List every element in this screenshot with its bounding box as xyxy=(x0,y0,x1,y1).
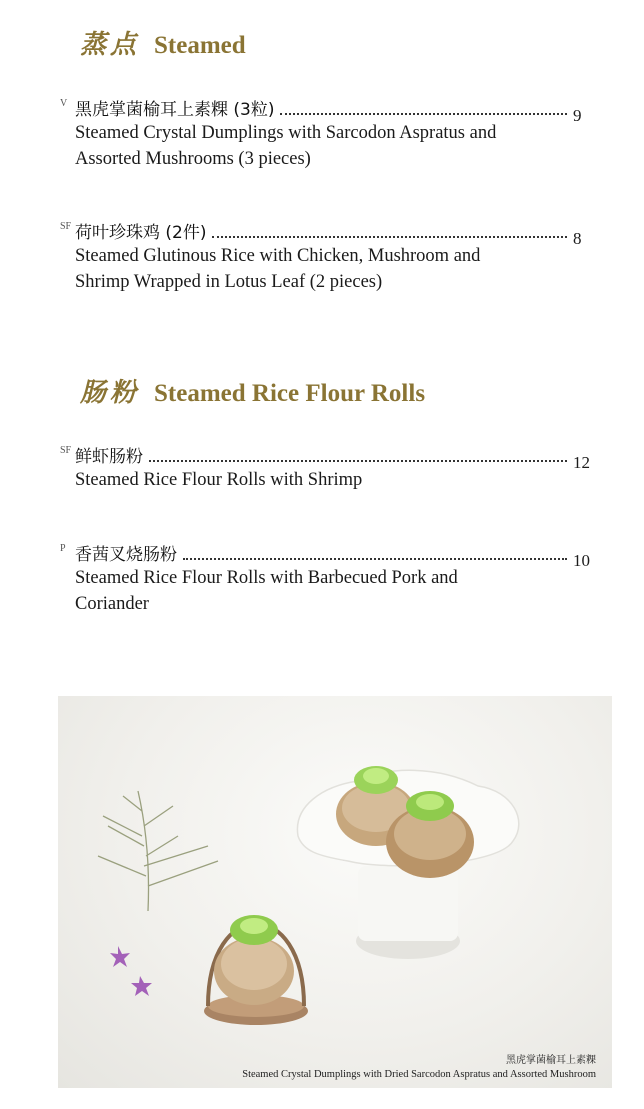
menu-item xyxy=(60,219,595,295)
dot-leader xyxy=(212,236,567,238)
dietary-tag: V xyxy=(60,98,68,109)
grass-sprig-decoration xyxy=(98,791,218,911)
item-name-cn: 鲜虾肠粉 xyxy=(75,447,143,467)
item-price: 9 xyxy=(573,106,582,125)
section-title-cn: 蒸点 xyxy=(80,30,141,60)
menu-item xyxy=(60,541,595,617)
dot-leader xyxy=(280,113,567,115)
food-photo xyxy=(58,696,612,1088)
menu-item xyxy=(60,96,595,172)
dietary-tag: P xyxy=(60,543,66,554)
item-description-en: Steamed Crystal Dumplings with Sarcodon Aspratus and Assorted Mushrooms (3 pieces) xyxy=(75,123,497,169)
item-name-cn: 荷叶珍珠鸡 (2件) xyxy=(75,223,207,243)
section-title-en: Steamed xyxy=(154,32,246,59)
item-price: 10 xyxy=(573,551,590,570)
dot-leader xyxy=(149,460,567,462)
photo-caption xyxy=(242,1054,596,1082)
section-title-steamed xyxy=(80,24,246,61)
caption-en: Steamed Crystal Dumplings with Dried Sarcodon Aspratus and Assorted Mushroom xyxy=(242,1069,596,1080)
item-description-en: Steamed Rice Flour Rolls with Barbecued Pork and Coriander xyxy=(75,568,458,614)
dietary-tag: SF xyxy=(60,445,72,456)
item-price: 12 xyxy=(573,453,590,472)
item-price: 8 xyxy=(573,229,582,248)
caption-cn: 黑虎掌菌榆耳上素粿 xyxy=(506,1055,596,1066)
item-description-en: Steamed Glutinous Rice with Chicken, Mushroom and Shrimp Wrapped in Lotus Leaf (2 pieces) xyxy=(75,246,481,292)
menu-item xyxy=(60,443,595,493)
item-description-en: Steamed Rice Flour Rolls with Shrimp xyxy=(75,470,363,490)
section-title-rice-rolls xyxy=(80,372,425,409)
section-title-cn: 肠粉 xyxy=(80,378,141,408)
item-name-cn: 黑虎掌菌榆耳上素粿 (3粒) xyxy=(75,100,275,120)
section-title-en: Steamed Rice Flour Rolls xyxy=(154,380,426,407)
dietary-tag: SF xyxy=(60,221,72,232)
food-illustration xyxy=(58,696,612,1088)
dot-leader xyxy=(183,558,567,560)
item-name-cn: 香茜叉烧肠粉 xyxy=(75,545,177,565)
